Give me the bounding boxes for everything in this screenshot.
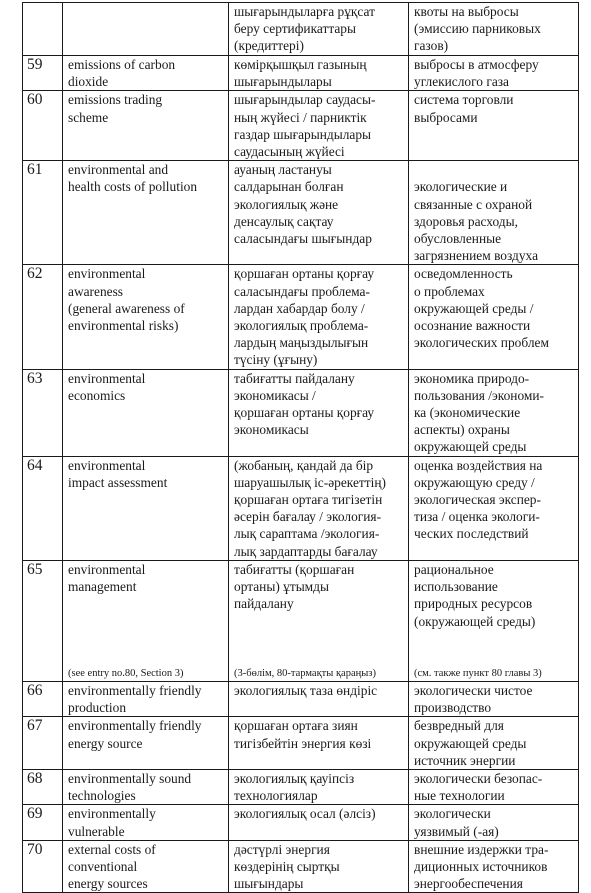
entry-line: environmental xyxy=(68,266,146,282)
kazakh-term xyxy=(229,456,409,560)
entry-number: 66 xyxy=(23,681,63,716)
entry-line: (эмиссию парниковых xyxy=(414,21,541,37)
entry-number: 64 xyxy=(23,456,63,560)
cross-reference-note: (3-бөлім, 80-тармақты қараңыз) xyxy=(234,667,376,679)
entry-line: саласындағы шығындар xyxy=(234,231,372,247)
russian-term xyxy=(409,769,579,804)
entry-line: экологиялық проблема- xyxy=(234,318,369,334)
glossary-row xyxy=(23,456,579,560)
entry-line: природных ресурсов xyxy=(414,596,533,612)
entry-line: vulnerable xyxy=(68,823,125,839)
glossary-row xyxy=(23,161,579,265)
entry-line: environmental xyxy=(68,561,146,577)
entry-line: тиза / оценка экологи- xyxy=(414,509,540,525)
entry-line: scheme xyxy=(68,109,109,125)
kazakh-term xyxy=(229,769,409,804)
cross-reference-note: (see entry no.80, Section 3) xyxy=(68,667,184,679)
english-term xyxy=(63,769,229,804)
entry-line: экологиялық таза өндіріс xyxy=(234,682,378,698)
kazakh-term xyxy=(229,3,409,56)
entry-number: 61 xyxy=(23,161,63,265)
kazakh-term xyxy=(229,161,409,265)
russian-term xyxy=(409,369,579,456)
entry-line: energy sources xyxy=(68,876,148,892)
entry-line: environmentally friendly xyxy=(68,718,202,734)
entry-line: обусловленные xyxy=(414,231,502,247)
glossary-row xyxy=(23,265,579,369)
entry-line: окружающей среды / xyxy=(414,300,534,316)
kazakh-term xyxy=(229,840,409,893)
glossary-table xyxy=(22,2,579,893)
entry-line: загрязнением воздуха xyxy=(414,248,539,264)
entry-line xyxy=(414,161,576,178)
glossary-row xyxy=(23,769,579,804)
entry-line: экологиялық осал (әлсіз) xyxy=(234,806,376,822)
entry-line: выбросы в атмосферу xyxy=(414,57,539,72)
entry-line: экологическая экспер- xyxy=(414,492,541,508)
english-term xyxy=(63,681,229,716)
entry-line: environmental risks) xyxy=(68,318,179,334)
entry-line: экономикасы xyxy=(234,422,309,438)
russian-term xyxy=(409,3,579,56)
russian-term xyxy=(409,265,579,369)
entry-line: production xyxy=(68,700,127,716)
glossary-table-body xyxy=(23,3,579,893)
entry-number xyxy=(23,3,63,56)
kazakh-term xyxy=(229,56,409,91)
entry-line: квоты на выбросы xyxy=(414,4,519,19)
entry-line: ка (экономические xyxy=(414,405,521,421)
glossary-row xyxy=(23,3,579,56)
entry-line: денсаулық сақтау xyxy=(234,213,334,229)
entry-line: environmental and xyxy=(68,162,169,178)
entry-line: (general awareness of xyxy=(68,300,185,316)
russian-term xyxy=(409,805,579,840)
entry-number: 60 xyxy=(23,91,63,161)
english-term xyxy=(63,456,229,560)
entry-line: оценка воздействия на xyxy=(414,457,543,473)
glossary-row xyxy=(23,840,579,893)
english-term xyxy=(63,717,229,770)
entry-number: 63 xyxy=(23,369,63,456)
entry-line: шығарындылары xyxy=(234,74,332,90)
entry-line: (окружающей среды) xyxy=(414,613,536,629)
kazakh-term xyxy=(229,91,409,161)
english-term xyxy=(63,805,229,840)
kazakh-term xyxy=(229,369,409,456)
entry-line: лардың маңыздылығын xyxy=(234,335,369,351)
entry-line: осведомленность xyxy=(414,266,513,282)
entry-line: экологически xyxy=(414,806,491,822)
entry-line: пользования /экономи- xyxy=(414,387,545,403)
glossary-row xyxy=(23,805,579,840)
entry-line: шаруашылық іс-әрекеттің) xyxy=(234,474,386,490)
entry-line: саудасының жүйесі xyxy=(234,144,345,160)
entry-line: уязвимый (-ая) xyxy=(414,823,499,839)
entry-number: 70 xyxy=(23,840,63,893)
entry-line: қоршаған ортаны қорғау xyxy=(234,266,375,282)
russian-term xyxy=(409,717,579,770)
russian-term xyxy=(409,91,579,161)
entry-line: environmental xyxy=(68,370,146,386)
glossary-page xyxy=(22,2,578,893)
entry-line: окружающей среды xyxy=(414,439,527,455)
glossary-row xyxy=(23,91,579,161)
glossary-row xyxy=(23,56,579,91)
entry-line: external costs of xyxy=(68,841,156,857)
entry-line: шығындары xyxy=(234,876,304,892)
entry-line: дәстүрлі энергия xyxy=(234,841,330,857)
entry-line: углекислого газа xyxy=(414,74,509,90)
entry-line: использование xyxy=(414,579,498,595)
entry-number: 59 xyxy=(23,56,63,91)
entry-line: выбросами xyxy=(414,109,478,125)
entry-line: внешние издержки тра- xyxy=(414,841,549,857)
entry-line: emissions trading xyxy=(68,92,163,108)
entry-line: рациональное xyxy=(414,561,494,577)
kazakh-term xyxy=(229,681,409,716)
russian-term xyxy=(409,456,579,560)
entry-line: пайдалану xyxy=(234,596,294,612)
entry-line: саласындағы проблема- xyxy=(234,283,370,299)
glossary-row xyxy=(23,717,579,770)
entry-line: экологиялық қауіпсіз xyxy=(234,770,355,786)
entry-line: о проблемах xyxy=(414,283,485,299)
entry-line: экономикасы / xyxy=(234,387,316,403)
entry-line: қоршаған ортаны қорғау xyxy=(234,405,375,421)
glossary-row xyxy=(23,560,579,681)
glossary-row xyxy=(23,681,579,716)
entry-line: environmental xyxy=(68,457,146,473)
entry-line: производство xyxy=(414,700,492,716)
entry-line: экологиялық және xyxy=(234,196,339,212)
entry-line: conventional xyxy=(68,858,138,874)
entry-number: 69 xyxy=(23,805,63,840)
english-term xyxy=(63,91,229,161)
russian-term xyxy=(409,681,579,716)
entry-line: awareness xyxy=(68,283,124,299)
entry-line: лық сараптама /экология- xyxy=(234,526,380,542)
english-term xyxy=(63,161,229,265)
russian-term xyxy=(409,56,579,91)
entry-line: осознание важности xyxy=(414,318,531,334)
entry-line: ның жүйесі / парниктік xyxy=(234,109,367,125)
entry-line: беру сертификаттары xyxy=(234,21,356,37)
entry-line: табиғатты (қоршаған xyxy=(234,561,355,577)
entry-line: әсерін бағалау / экология- xyxy=(234,509,382,525)
entry-line: экологически чистое xyxy=(414,682,533,698)
english-term xyxy=(63,3,229,56)
entry-number: 68 xyxy=(23,769,63,804)
entry-line: экологические и xyxy=(414,179,508,195)
entry-line: лық зардаптарды бағалау xyxy=(234,543,378,559)
english-term xyxy=(63,369,229,456)
entry-line: қоршаған ортаға зиян xyxy=(234,718,358,734)
entry-line: газдар шығарындылары xyxy=(234,126,372,142)
entry-line: emissions of carbon xyxy=(68,57,176,72)
entry-line: көмірқышқыл газының xyxy=(234,57,367,72)
entry-line: салдарынан болған xyxy=(234,179,344,195)
entry-line: экономика природо- xyxy=(414,370,530,386)
entry-line: impact assessment xyxy=(68,474,168,490)
entry-line: түсіну (ұғыну) xyxy=(234,352,318,368)
kazakh-term xyxy=(229,717,409,770)
entry-line: здоровья расходы, xyxy=(414,213,518,229)
entry-line: management xyxy=(68,579,137,595)
entry-line: (кредиттері) xyxy=(234,38,304,54)
kazakh-term xyxy=(229,560,409,681)
entry-line: ауаның ластануы xyxy=(234,162,332,178)
entry-line: диционных источников xyxy=(414,858,548,874)
entry-line: источник энергии xyxy=(414,752,516,768)
entry-line: health costs of pollution xyxy=(68,179,198,195)
entry-line: связанные с охраной xyxy=(414,196,533,212)
entry-number: 65 xyxy=(23,560,63,681)
entry-line: система торговли xyxy=(414,92,514,108)
entry-line: экологически безопас- xyxy=(414,770,543,786)
entry-line: қоршаған ортаға тигізетін xyxy=(234,492,383,508)
entry-line: табиғатты пайдалану xyxy=(234,370,355,386)
entry-line: экологических проблем xyxy=(414,335,549,351)
entry-line: лардан хабардар болу / xyxy=(234,300,365,316)
entry-line: technologies xyxy=(68,788,136,804)
entry-line: (жобаның, қандай да бір xyxy=(234,457,374,473)
english-term xyxy=(63,840,229,893)
entry-line: энергообеспечения xyxy=(414,876,523,892)
entry-line: ческих последствий xyxy=(414,526,529,542)
entry-line: көздерінің сыртқы xyxy=(234,858,340,874)
entry-line: environmentally sound xyxy=(68,770,192,786)
glossary-row xyxy=(23,369,579,456)
entry-line: технологиялар xyxy=(234,788,318,804)
russian-term xyxy=(409,840,579,893)
cross-reference-note: (см. также пункт 80 главы 3) xyxy=(414,667,542,679)
russian-term xyxy=(409,560,579,681)
entry-line: тигізбейтін энергия көзі xyxy=(234,735,372,751)
entry-line: environmentally xyxy=(68,806,156,822)
english-term xyxy=(63,265,229,369)
entry-line: шығарындыларға рұқсат xyxy=(234,4,375,19)
entry-line: окружающую среду / xyxy=(414,474,535,490)
entry-line: energy source xyxy=(68,735,143,751)
entry-line: окружающей среды xyxy=(414,735,527,751)
entry-line: ные технологии xyxy=(414,788,505,804)
entry-number: 67 xyxy=(23,717,63,770)
entry-line: шығарындылар саудасы- xyxy=(234,92,376,108)
entry-line: ортаны) ұтымды xyxy=(234,579,329,595)
entry-line: dioxide xyxy=(68,74,109,90)
kazakh-term xyxy=(229,265,409,369)
english-term xyxy=(63,56,229,91)
entry-line: environmentally friendly xyxy=(68,682,202,698)
english-term xyxy=(63,560,229,681)
entry-line: аспекты) охраны xyxy=(414,422,510,438)
russian-term xyxy=(409,161,579,265)
entry-line: economics xyxy=(68,387,126,403)
kazakh-term xyxy=(229,805,409,840)
entry-line: безвредный для xyxy=(414,718,504,734)
entry-line: газов) xyxy=(414,38,449,54)
entry-number: 62 xyxy=(23,265,63,369)
